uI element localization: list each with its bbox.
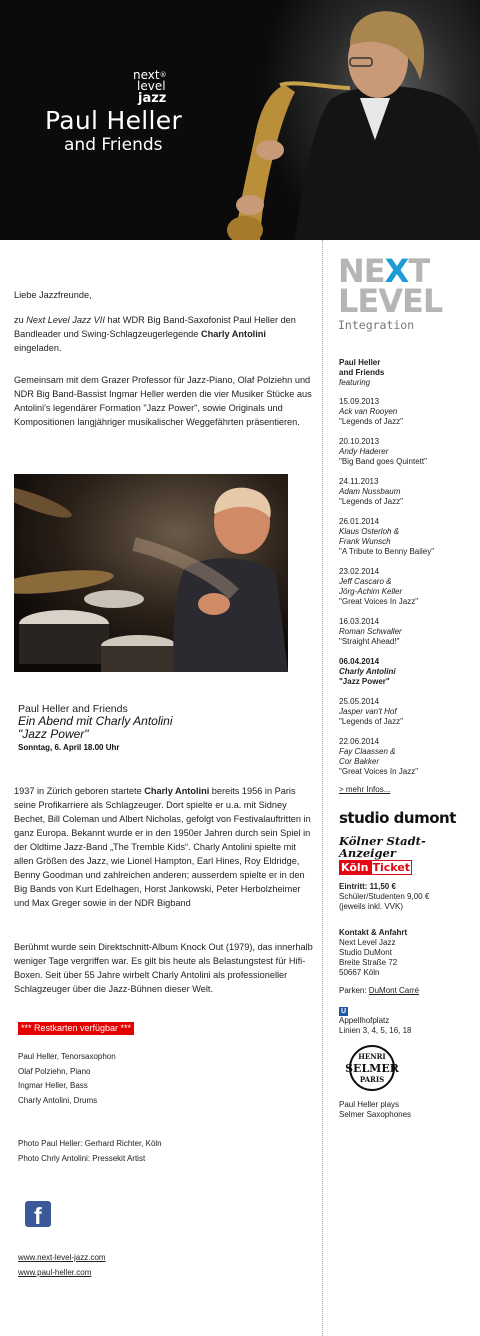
concert-item: 25.05.2014 Jasper van't Hof "Legends of Jazz" — [339, 697, 403, 726]
tickets-available-banner: *** Restkarten verfügbar *** — [18, 1022, 134, 1035]
selmer-caption: Paul Heller plays Selmer Saxophones — [339, 1100, 412, 1119]
studio-dumont-logo: studio dumont — [339, 809, 456, 827]
header-title-line1: Paul Heller — [45, 106, 183, 135]
svg-text:SELMER: SELMER — [345, 1062, 399, 1075]
parking-link[interactable]: DuMont Carré — [368, 986, 420, 995]
lineup-list — [18, 1050, 116, 1108]
facebook-icon[interactable]: f — [25, 1201, 51, 1227]
more-info-link[interactable]: > mehr Infos... — [339, 785, 391, 794]
concert-item: 23.02.2014 Jeff Cascaro & Jörg-Achim Keller "Great Voices In Jazz" — [339, 567, 419, 606]
lineup-item: Olaf Polziehn, Piano — [18, 1066, 91, 1076]
header-title-line2: and Friends — [64, 135, 163, 155]
saxophonist-photo — [200, 0, 480, 240]
main-content — [0, 240, 322, 1336]
lineup-item: Paul Heller, Tenorsaxophon — [18, 1052, 116, 1061]
lineup-item: Ingmar Heller, Bass — [18, 1081, 88, 1090]
concert-item: 15.09.2013 Ack van Rooyen "Legends of Jazz" — [339, 397, 403, 426]
concert-item: 16.03.2014 Roman Schwaller "Straight Ahead!" — [339, 617, 402, 646]
concert-dates-list — [339, 397, 477, 795]
ticket-prices: Eintritt: 11,50 € Schüler/Studenten 9,00 € (jeweils inkl. VVK) — [339, 882, 430, 911]
column-divider — [322, 240, 323, 1336]
svg-text:PARIS: PARIS — [359, 1075, 385, 1084]
credit-line: Photo Paul Heller: Gerhard Richter, Köln — [18, 1139, 162, 1148]
header-title — [45, 107, 182, 155]
parking-info: Parken: DuMont Carré — [339, 986, 420, 995]
lineup-paragraph: Gemeinsam mit dem Grazer Professor für Jazz-Piano, Olaf Polziehn und NDR Big Band-Bassist Ingmar Heller werden die vier Musiker Stücke aus Antolini's legendärer Formation "Jazz Power", sowie Originals und Kompositionen langjähriger musikalischer Weggefährten präsentieren. — [14, 375, 312, 427]
greeting: Liebe Jazzfreunde, — [14, 290, 92, 300]
concert-item: 22.06.2014 Fay Claassen & Cor Bakker "Great Voices In Jazz" — [339, 737, 419, 776]
ubahn-icon: U — [340, 1008, 347, 1015]
subway-info: U Appellhofplatz Linien 3, 4, 5, 16, 18 — [339, 1008, 412, 1035]
concert-item-current: 06.04.2014 Charly Antolini "Jazz Power" — [339, 657, 396, 686]
koelner-stadt-anzeiger-logo: Kölner Stadt-Anzeiger — [339, 834, 426, 860]
next-level-jazz-logo: next® level jazz — [133, 68, 167, 106]
selmer-logo — [338, 1042, 406, 1094]
featuring-heading: Paul Heller and Friends featuring — [339, 358, 385, 387]
event-title-line1: Ein Abend mit Charly Antolini — [18, 714, 173, 728]
photo-credits — [18, 1136, 162, 1166]
biography-paragraph: 1937 in Zürich geboren startete Charly Antolini bereits 1956 in Paris seine Profikarriere als Schlagzeuger. Dort spielte er u.a. mit Sidney Bechet, Bill Coleman und Albert Nicholas, gefolgt von Festivalauftritten in ganz Europa. Bekannt wurde er in den 1950er Jahren durch sein Spiel in der Oldtime Jazz-Band „The Tremble Kids“. Charly Antolini spielte mit allen Größen des Jazz, wie Lionel Hampton, Earl Hines, Roy Eldridge, Benny Goodman und zahlreichen anderen; ausserdem spielte er in den Big Bands von Kurt Edelhagen, Horst Jankowski, Peter Herbolzheimer und Max Greger sowie in der NDR Bigband — [14, 786, 311, 908]
concert-item: 26.01.2014 Klaus Osterloh & Frank Wunsch "A Tribute to Benny Bailey" — [339, 517, 435, 556]
koeln-ticket-logo: Köln Ticket — [341, 861, 411, 874]
event-title-line2: "Jazz Power" — [18, 727, 89, 741]
event-announcement — [18, 703, 308, 754]
next-level-integration-logo: NEXT LEVEL Integration — [338, 252, 443, 332]
event-date: Sonntag, 6. April 18.00 Uhr — [18, 743, 120, 752]
link-paul-heller[interactable]: www.paul-heller.com — [18, 1268, 92, 1277]
sidebar — [338, 240, 480, 1336]
header-banner — [0, 0, 480, 240]
website-links — [18, 1250, 106, 1280]
drummer-photo — [14, 474, 288, 672]
link-next-level-jazz[interactable]: www.next-level-jazz.com — [18, 1253, 106, 1262]
lineup-item: Charly Antolini, Drums — [18, 1095, 98, 1105]
contact-address: Kontakt & Anfahrt Next Level Jazz Studio DuMont Breite Straße 72 50667 Köln — [339, 928, 408, 977]
event-name: Paul Heller and Friends — [18, 703, 128, 715]
concert-item: 20.10.2013 Andy Haderer "Big Band goes Quintett" — [339, 437, 427, 466]
album-paragraph: Berühmt wurde sein Direktschnitt-Album Knock Out (1979), das innerhalb weniger Tage vergriffen war. Es gilt bis heute als Belastungstest für Hifi-Boxen. Seit über 55 Jahre wirbelt Charly Antolini als professioneller Schlagzeuger über die Jazz-Bühnen dieser Welt. — [14, 942, 313, 994]
svg-text:HENRI: HENRI — [358, 1052, 386, 1061]
credit-line: Photo Chrly Antolini: Pressekit Artist — [18, 1154, 146, 1163]
concert-item: 24.11.2013 Adam Nussbaum "Legends of Jazz" — [339, 477, 403, 506]
intro-paragraph: zu Next Level Jazz VII hat WDR Big Band-Saxofonist Paul Heller den Bandleader und Swing-Schlagzeugerlegende Charly Antolini eingeladen. — [14, 315, 296, 353]
